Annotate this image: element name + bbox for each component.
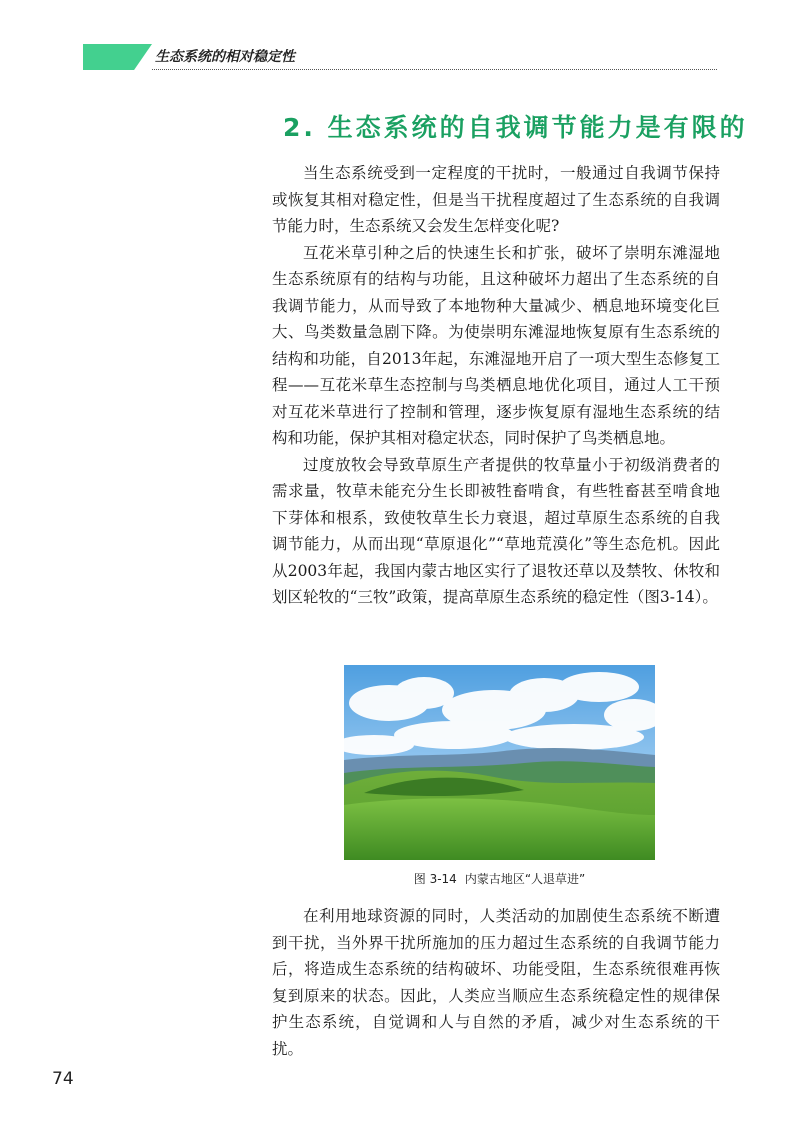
running-header-title: 生态系统的相对稳定性 bbox=[155, 49, 295, 65]
paragraph-1: 当生态系统受到一定程度的干扰时，一般通过自我调节保持或恢复其相对稳定性，但是当干扰程度超过了生态系统的自我调节能力时，生态系统又会发生怎样变化呢? bbox=[272, 164, 720, 235]
paragraph-2: 互花米草引种之后的快速生长和扩张，破坏了崇明东滩湿地生态系统原有的结构与功能，且这种破坏力超出了生态系统的自我调节能力，从而导致了本地物种大量减少、栖息地环境变化巨大、鸟类数量急剧下降。为使崇明东滩湿地恢复原有生态系统的结构和功能，自2013年起，东滩湿地开启了一项大型生态修复工程——互花米草生态控制与鸟类栖息地优化项目，通过人工干预对互花米草进行了控制和管理，逐步恢复原有湿地生态系统的结构和功能，保护其相对稳定状态，同时保护了鸟类栖息地。 bbox=[272, 243, 720, 447]
header-accent-band bbox=[83, 44, 152, 70]
figure-caption bbox=[344, 870, 655, 887]
section-title: 2. 生态系统的自我调节能力是有限的 bbox=[283, 113, 748, 142]
body-text-bottom bbox=[272, 903, 720, 1062]
grassland-photo bbox=[344, 665, 655, 860]
page-number: 74 bbox=[52, 1069, 74, 1089]
paragraph-3: 过度放牧会导致草原生产者提供的牧草量小于初级消费者的需求量，牧草未能充分生长即被牲畜啃食，有些牲畜甚至啃食地下芽体和根系，致使牧草生长力衰退，超过草原生态系统的自我调节能力，从而出现“草原退化”“草地荒漠化”等生态危机。因此从2003年起，我国内蒙古地区实行了退牧还草以及禁牧、休牧和划区轮牧的“三牧”政策，提高草原生态系统的稳定性（图3-14）。 bbox=[272, 455, 720, 606]
figure-caption-text: 内蒙古地区“人退草进” bbox=[464, 872, 586, 886]
header-divider bbox=[152, 69, 717, 70]
paragraph-4: 在利用地球资源的同时，人类活动的加剧使生态系统不断遭到干扰，当外界干扰所施加的压力超过生态系统的自我调节能力后，将造成生态系统的结构破坏、功能受阻，生态系统很难再恢复到原来的状态。因此，人类应当顺应生态系统稳定性的规律保护生态系统，自觉调和人与自然的矛盾，减少对生态系统的干扰。 bbox=[272, 907, 720, 1058]
body-text-top bbox=[272, 160, 720, 611]
figure-number: 图 3-14 bbox=[413, 872, 457, 886]
